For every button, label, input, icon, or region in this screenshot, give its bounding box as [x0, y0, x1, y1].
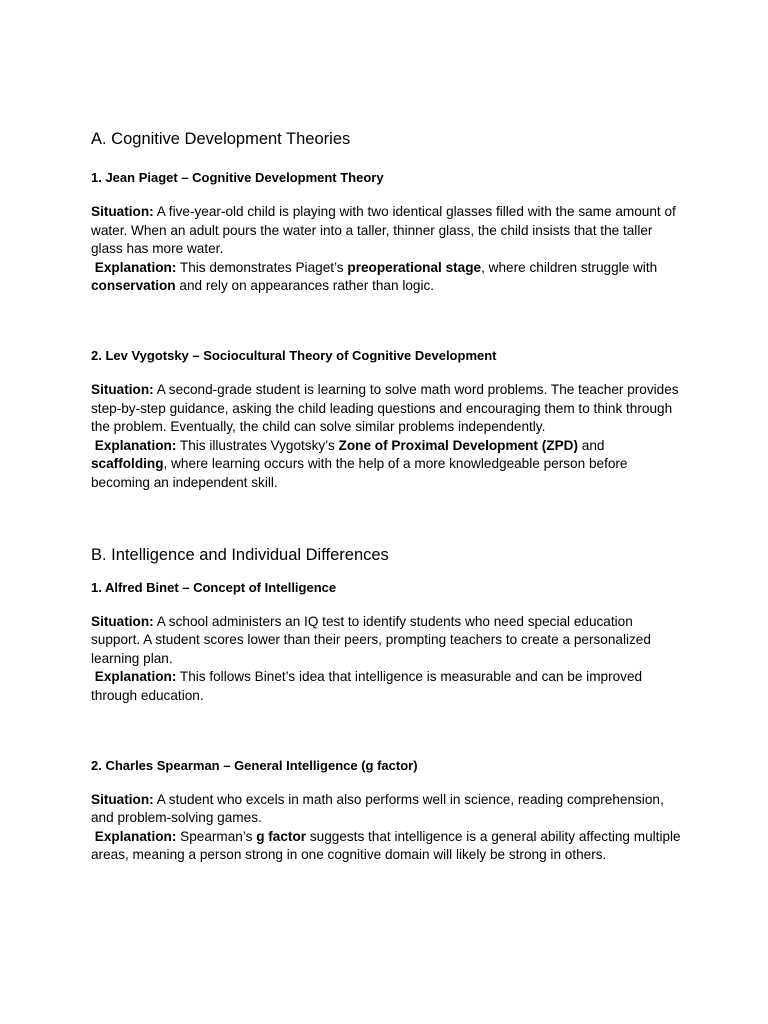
- situation-text: A student who excels in math also performs well in science, reading comprehension, and problem-solving games.: [91, 791, 664, 826]
- term-scaffolding: scaffolding: [91, 456, 164, 472]
- explanation-text: and rely on appearances rather than logic.: [175, 278, 435, 294]
- explanation-label: Explanation:: [94, 437, 177, 453]
- document-content: [91, 127, 681, 893]
- explanation-text: and: [577, 437, 605, 453]
- situation-text: A five-year-old child is playing with two identical glasses filled with the same amount of water. When an adult pours the water into a taller, thinner glass, the child insists that the taller glass has more water.: [91, 204, 676, 257]
- piaget-explanation: [91, 259, 681, 296]
- vygotsky-explanation: [91, 437, 681, 493]
- explanation-text: , where children struggle with: [481, 259, 658, 275]
- situation-label: Situation:: [91, 613, 154, 629]
- spearman-explanation: [91, 828, 681, 865]
- section-b-heading: B. Intelligence and Individual Differences: [91, 545, 389, 564]
- term-conservation: conservation: [91, 278, 176, 294]
- situation-text: A school administers an IQ test to identify students who need special education support. A student scores lower than their peers, prompting teachers to create a personalized learning plan.: [91, 613, 651, 666]
- explanation-label: Explanation:: [94, 259, 177, 275]
- situation-label: Situation:: [91, 381, 154, 397]
- explanation-text: This demonstrates Piaget’s: [176, 259, 348, 275]
- term-g-factor: g factor: [256, 828, 307, 844]
- situation-label: Situation:: [91, 791, 154, 807]
- situation-text: A second-grade student is learning to solve math word problems. The teacher provides step-by-step guidance, asking the child leading questions and encouraging them to think through the problem. Eventually, the child can solve similar problems independently.: [91, 381, 679, 435]
- piaget-situation: [91, 203, 681, 259]
- vygotsky-situation: [91, 381, 681, 437]
- explanation-text: This follows Binet’s idea that intelligence is measurable and can be improved through education.: [91, 669, 643, 703]
- section-a-heading: A. Cognitive Development Theories: [91, 130, 351, 148]
- binet-explanation: [91, 668, 681, 705]
- spearman-title: 2. Charles Spearman – General Intelligence (g factor): [91, 757, 418, 773]
- vygotsky-title: 2. Lev Vygotsky – Sociocultural Theory of Cognitive Development: [91, 347, 497, 363]
- situation-label: Situation:: [91, 204, 154, 219]
- explanation-text: Spearman’s: [176, 828, 257, 844]
- spearman-situation: [91, 791, 681, 828]
- term-zpd: Zone of Proximal Development (ZPD): [338, 437, 578, 453]
- binet-situation: [91, 613, 681, 669]
- binet-title: 1. Alfred Binet – Concept of Intelligence: [91, 579, 337, 595]
- term-preoperational-stage: preoperational stage: [347, 259, 482, 275]
- explanation-text: suggests that intelligence is a general ability affecting multiple areas, meaning a person strong in one cognitive domain will likely be strong in others.: [91, 828, 681, 863]
- piaget-title: 1. Jean Piaget – Cognitive Development Theory: [91, 170, 384, 185]
- explanation-label: Explanation:: [94, 669, 177, 685]
- explanation-label: Explanation:: [94, 828, 177, 844]
- explanation-text: This illustrates Vygotsky’s: [176, 437, 339, 453]
- explanation-text: , where learning occurs with the help of a more knowledgeable person before becoming an independent skill.: [91, 456, 628, 490]
